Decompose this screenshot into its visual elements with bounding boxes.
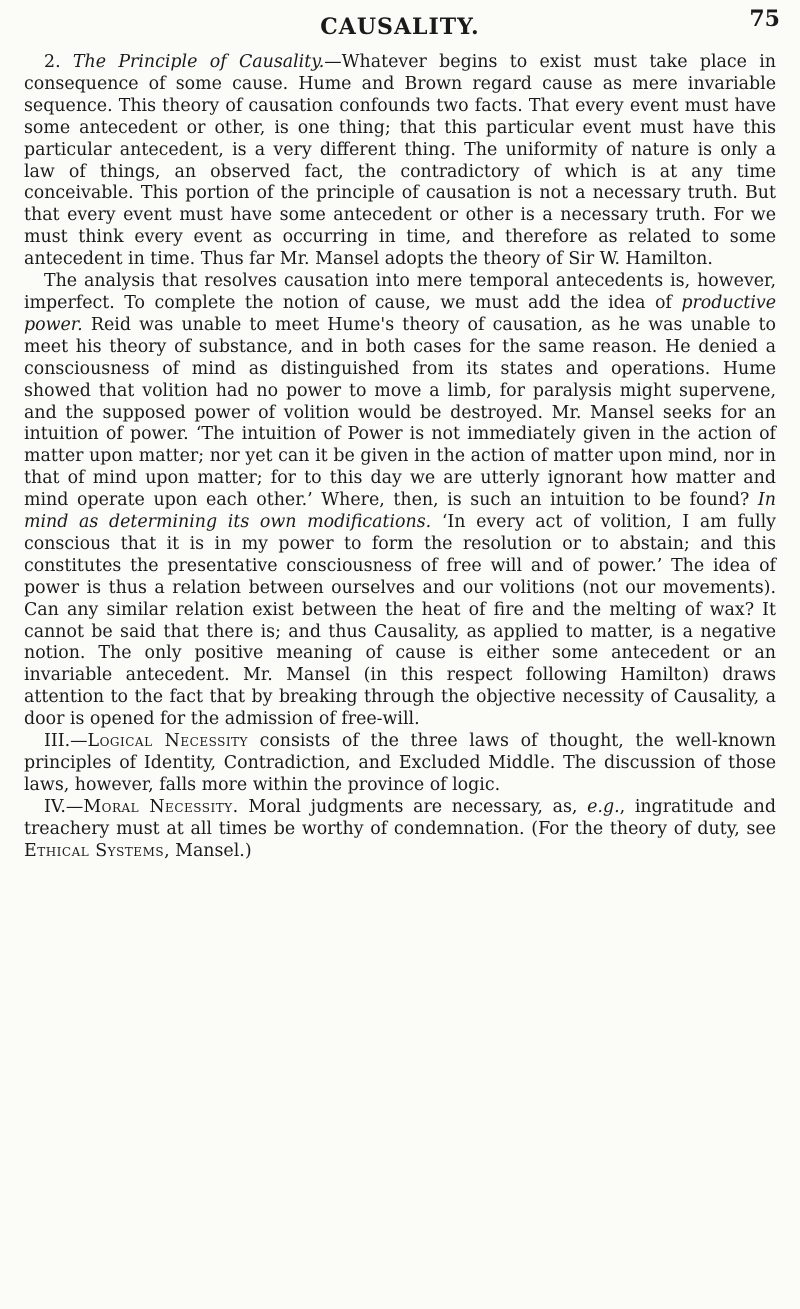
text-segment: , ingratitude and treachery must at all times be worthy of condemnation. (For the theory of duty, see xyxy=(24,796,776,839)
section-heading: Logical Necessity xyxy=(87,731,248,752)
paragraph-principle-of-causality xyxy=(24,52,776,271)
text-segment: , Mansel.) xyxy=(164,840,252,861)
text-segment: Reid was unable to meet Hume's theory of causation, as he was unable to meet his theory of substance, and in both cases for the same reason. He denied a consciousness of mind as distinguished from its states and operations. Hume showed that volition had no power to move a limb, for paralysis might supervene, and the supposed power of volition would be destroyed. Mr. Mansel seeks for an intuition of power. ‘The intuition of Power is not immediately given in the action of matter upon matter; nor yet can it be given in the action of matter upon mind, nor in that of mind upon matter; for to this day we are utterly ignorant how matter and mind operate upon each other.’ Where, then, is such an intuition to be found? xyxy=(24,314,776,511)
body-text xyxy=(24,52,776,863)
section-heading: The Principle of Causality. xyxy=(72,52,325,72)
emphasis: e.g. xyxy=(587,796,620,817)
paragraph-logical-necessity xyxy=(24,731,776,797)
paragraph-moral-necessity xyxy=(24,797,776,863)
paragraph-productive-power xyxy=(24,271,776,731)
emphasis: In mind as determining its own modifications. xyxy=(24,490,776,533)
cross-reference: Ethical Systems xyxy=(24,840,165,861)
text-segment: IV.— xyxy=(44,796,84,817)
section-heading: Moral Necessity. xyxy=(83,796,239,817)
text-segment: consists of the three laws of thought, the well-known principles of Identity, Contradiction, and Excluded Middle. The discussion of those laws, however, falls more within the province of logic. xyxy=(24,731,776,795)
page-number: 75 xyxy=(749,6,780,32)
text-segment: —Whatever begins to exist must take place in consequence of some cause. Hume and Brown regard cause as mere invariable sequence. This theory of causation confounds two facts. That every event must have some antecedent or other, is one thing; that this particular event must have this particular antecedent, is a very different thing. The uniformity of nature is only a law of things, an observed fact, the contradictory of which is at any time conceivable. This portion of the principle of causation is not a necessary truth. But that every event must have some antecedent or other is a necessary truth. For we must think every event as occurring in time, and therefore as related to some antecedent in time. Thus far Mr. Mansel adopts the theory of Sir W. Hamilton. xyxy=(24,52,777,270)
text-segment: Moral judgments are necessary, as, xyxy=(238,796,588,817)
emphasis: productive power. xyxy=(24,292,776,335)
text-segment: III.— xyxy=(44,731,88,752)
text-segment: ‘In every act of volition, I am fully conscious that it is in my power to form the resolution or to abstain; and this constitutes the presentative consciousness of free will and of power.’ The idea of power is thus a relation between ourselves and our volitions (not our movements). Can any similar relation exist between the heat of fire and the melting of wax? It cannot be said that there is; and thus Causality, as applied to matter, is a negative notion. The only positive meaning of cause is either some antecedent or an invariable antecedent. Mr. Mansel (in this respect following Hamilton) draws attention to the fact that by breaking through the objective necessity of Causality, a door is opened for the admission of free-will. xyxy=(24,512,776,730)
text-segment: The analysis that resolves causation into mere temporal antecedents is, however, imperfect. To complete the notion of cause, we must add the idea of xyxy=(24,271,776,313)
running-head xyxy=(0,6,800,46)
page-title: CAUSALITY. xyxy=(320,14,480,40)
text-segment: 2. xyxy=(44,52,73,72)
